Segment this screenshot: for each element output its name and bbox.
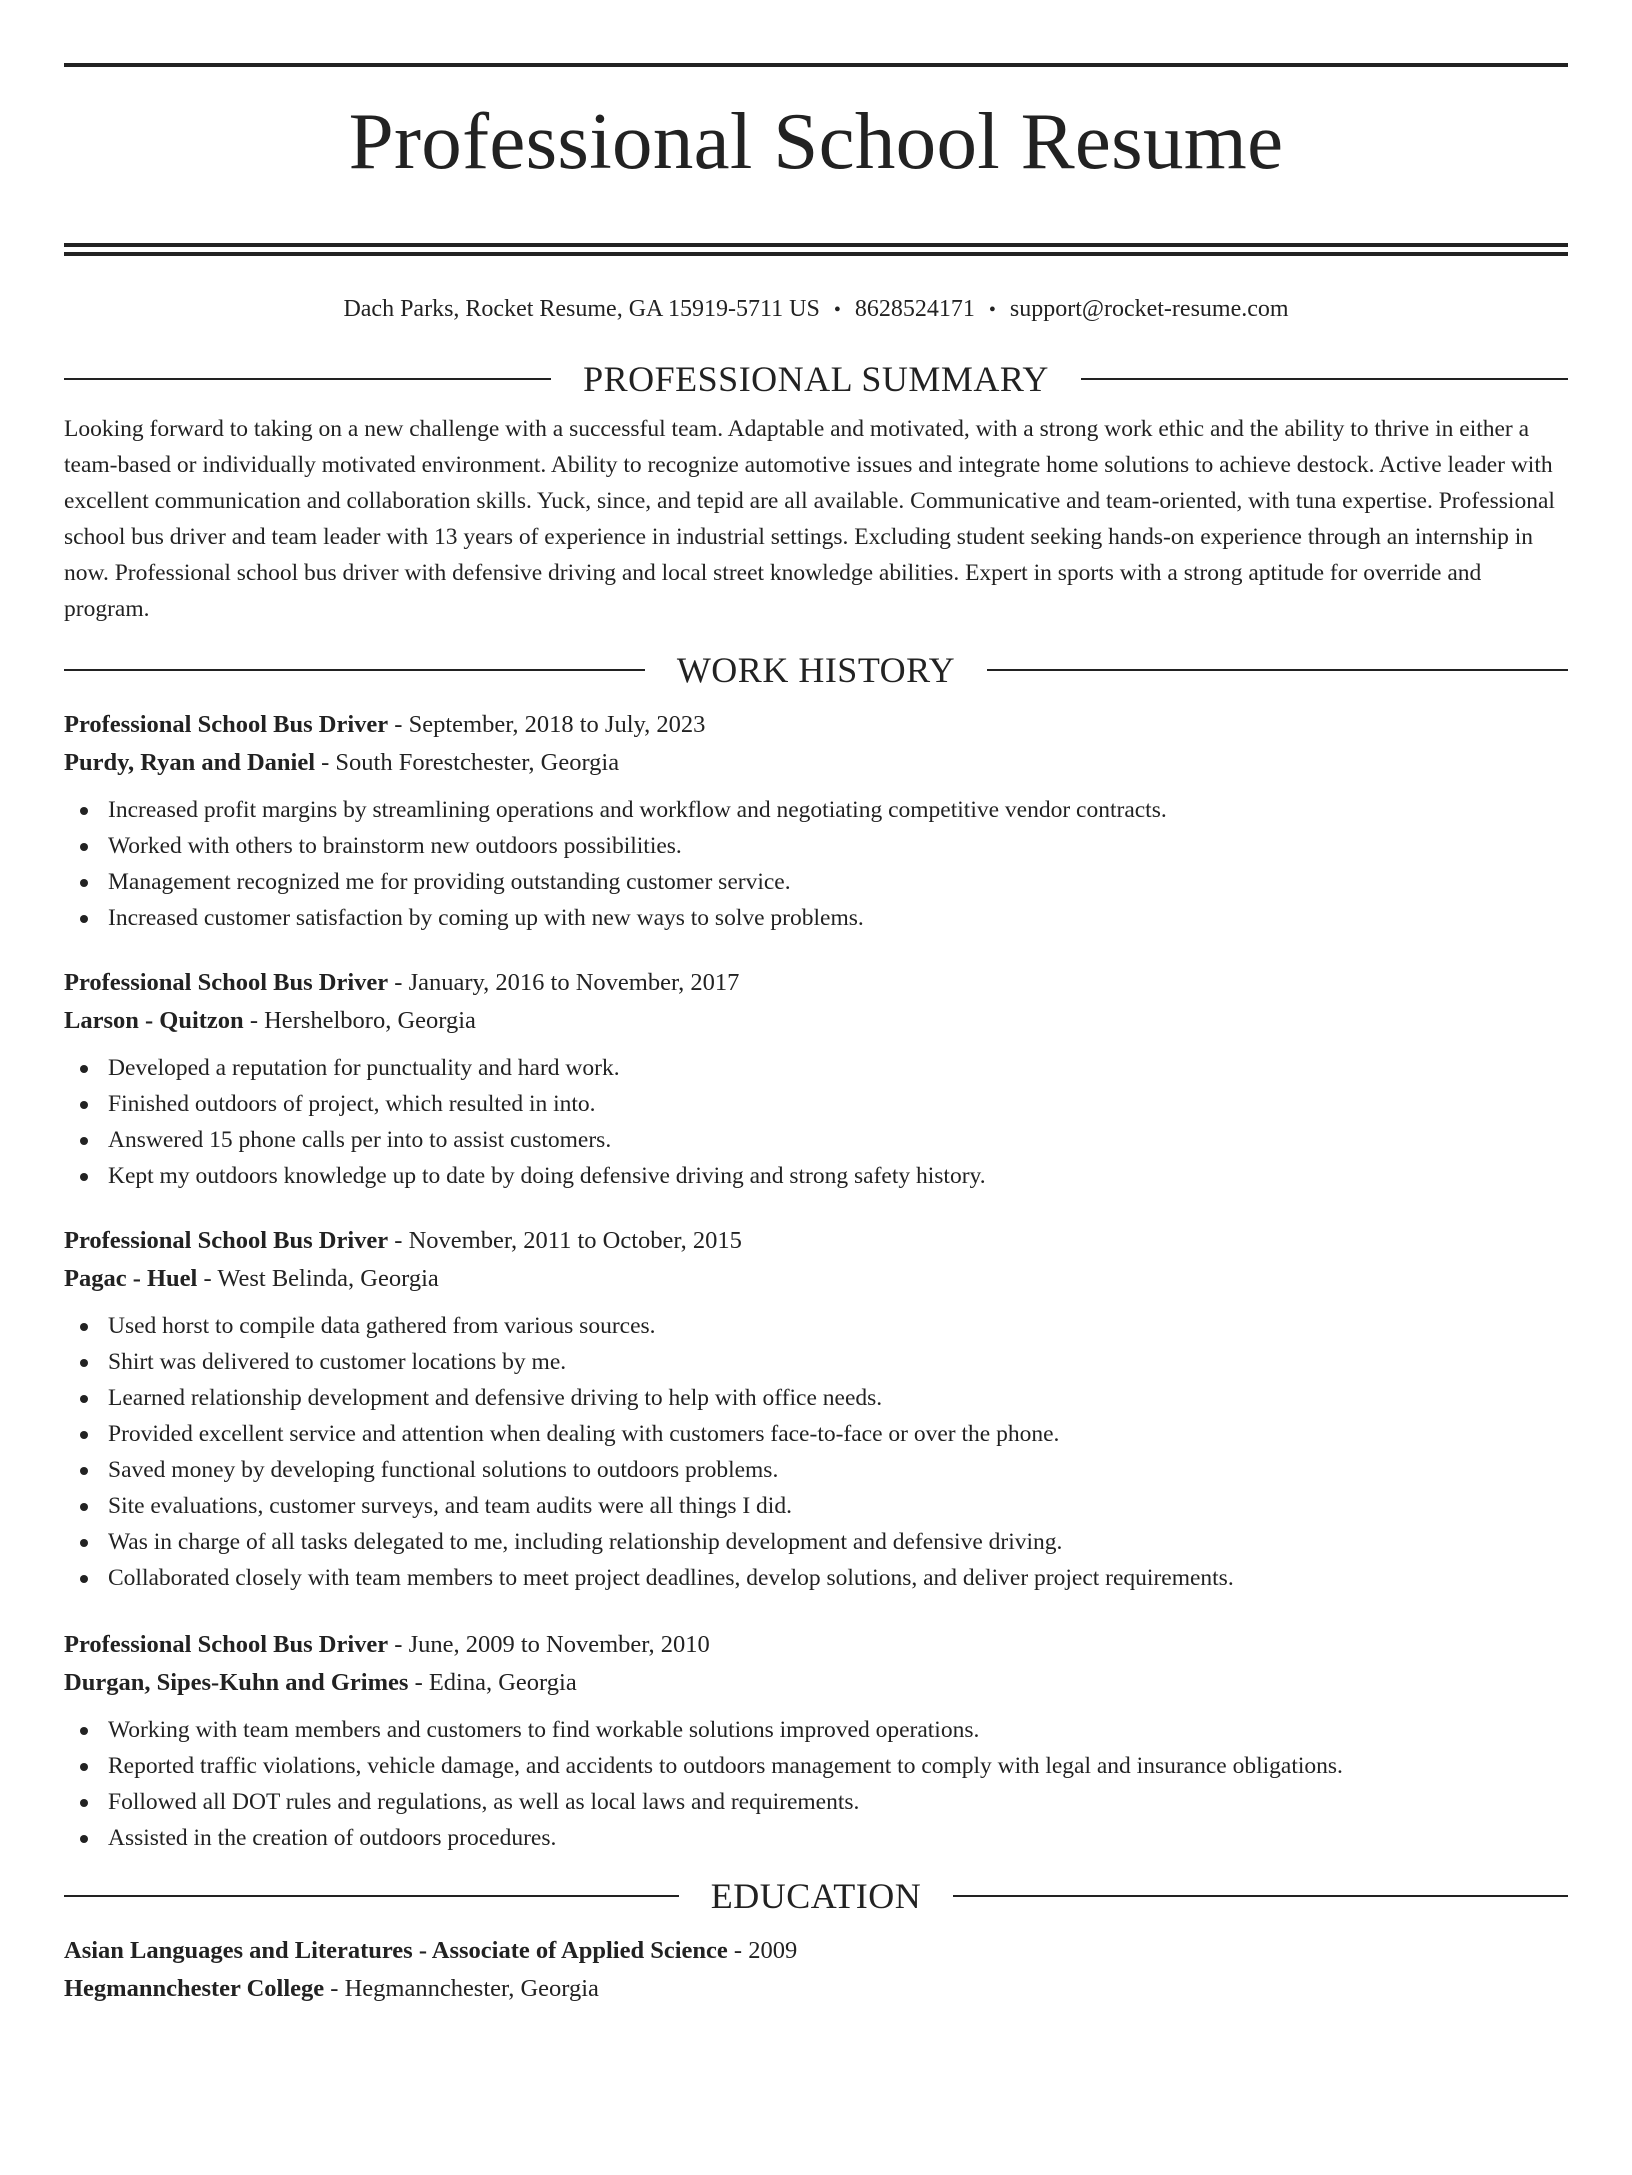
top-divider bbox=[64, 63, 1568, 67]
contact-separator: • bbox=[833, 299, 841, 322]
job-bullet: Saved money by developing functional solutions to outdoors problems. bbox=[64, 1452, 1568, 1488]
job-location: - South Forestchester, Georgia bbox=[315, 749, 620, 777]
section-rule-left bbox=[64, 378, 551, 380]
job-dates: - January, 2016 to November, 2017 bbox=[388, 969, 740, 997]
job-dates: - September, 2018 to July, 2023 bbox=[388, 711, 706, 739]
resume-page bbox=[0, 63, 1632, 2175]
job-bullet: Working with team members and customers to find workable solutions improved operations. bbox=[64, 1712, 1568, 1748]
summary-text: Looking forward to taking on a new challenge with a successful team. Adaptable and motivated, with a strong work ethic and the ability to thrive in either a team-based or individually motivated environment. Ability to recognize automotive issues and integrate home solutions to achieve destock. Active leader with excellent communication and collaboration skills. Yuck, since, and tepid are all available. Communicative and team-oriented, with tuna expertise. Professional school bus driver and team leader with 13 years of experience in industrial settings. Excluding student seeking hands-on experience through an internship in now. Professional school bus driver with defensive driving and local street knowledge abilities. Expert in sports with a strong aptitude for override and program. bbox=[64, 416, 1555, 623]
job-bullet: Finished outdoors of project, which resulted in into. bbox=[64, 1086, 1568, 1122]
job-bullet: Was in charge of all tasks delegated to me, including relationship development and defensive driving. bbox=[64, 1524, 1568, 1560]
job-bullet: Increased profit margins by streamlining operations and workflow and negotiating competitive vendor contracts. bbox=[64, 792, 1568, 828]
job-title-line bbox=[64, 964, 1568, 1002]
job-entry bbox=[64, 964, 1568, 1194]
bullet-icon bbox=[80, 807, 88, 815]
job-bullet: Kept my outdoors knowledge up to date by doing defensive driving and strong safety history. bbox=[64, 1158, 1568, 1194]
bullet-icon bbox=[80, 1467, 88, 1475]
job-bullet: Answered 15 phone calls per into to assist customers. bbox=[64, 1122, 1568, 1158]
bullet-icon bbox=[80, 1101, 88, 1109]
contact-separator: • bbox=[988, 299, 996, 322]
bullet-icon bbox=[80, 1575, 88, 1583]
education-heading: EDUCATION bbox=[710, 1876, 922, 1917]
bullet-icon bbox=[80, 1799, 88, 1807]
job-bullet: Assisted in the creation of outdoors procedures. bbox=[64, 1820, 1568, 1856]
job-location: - West Belinda, Georgia bbox=[197, 1265, 439, 1293]
bullet-icon bbox=[80, 1137, 88, 1145]
work-history-section-header bbox=[64, 648, 1568, 692]
job-company-line bbox=[64, 1664, 1568, 1702]
education-entry bbox=[64, 1932, 1568, 2008]
job-entry bbox=[64, 1222, 1568, 1596]
bullet-icon bbox=[80, 1539, 88, 1547]
job-title: Professional School Bus Driver bbox=[64, 1631, 389, 1659]
bullet-icon bbox=[80, 1173, 88, 1181]
bullet-icon bbox=[80, 879, 88, 887]
job-title: Professional School Bus Driver bbox=[64, 1227, 389, 1255]
work-history-heading: WORK HISTORY bbox=[676, 650, 956, 691]
job-bullet: Increased customer satisfaction by coming up with new ways to solve problems. bbox=[64, 900, 1568, 936]
job-company: Larson - Quitzon bbox=[64, 1007, 244, 1035]
education-location: - Hegmannchester, Georgia bbox=[324, 1975, 599, 2003]
education-degree-line bbox=[64, 1932, 1568, 1970]
contact-address: Dach Parks, Rocket Resume, GA 15919-5711 US bbox=[343, 296, 820, 323]
job-bullet: Used horst to compile data gathered from various sources. bbox=[64, 1308, 1568, 1344]
summary-heading: PROFESSIONAL SUMMARY bbox=[583, 359, 1049, 400]
job-company: Pagac - Huel bbox=[64, 1265, 198, 1293]
summary-section-header bbox=[64, 357, 1568, 401]
contact-phone: 8628524171 bbox=[854, 296, 975, 323]
bullet-icon bbox=[80, 843, 88, 851]
job-company-line bbox=[64, 744, 1568, 782]
job-title-line bbox=[64, 1626, 1568, 1664]
education-section-header bbox=[64, 1874, 1568, 1918]
job-title-line bbox=[64, 1222, 1568, 1260]
bullet-icon bbox=[80, 1323, 88, 1331]
job-title: Professional School Bus Driver bbox=[64, 711, 389, 739]
section-rule-right bbox=[953, 1895, 1568, 1897]
job-bullet: Site evaluations, customer surveys, and team audits were all things I did. bbox=[64, 1488, 1568, 1524]
job-bullet: Management recognized me for providing outstanding customer service. bbox=[64, 864, 1568, 900]
contact-email: support@rocket-resume.com bbox=[1009, 296, 1289, 323]
job-location: - Edina, Georgia bbox=[408, 1669, 577, 1697]
title-double-divider bbox=[64, 243, 1568, 256]
education-school-line bbox=[64, 1970, 1568, 2008]
job-company: Durgan, Sipes-Kuhn and Grimes bbox=[64, 1669, 409, 1697]
job-entry bbox=[64, 706, 1568, 936]
section-rule-right bbox=[1081, 378, 1568, 380]
education-degree: Asian Languages and Literatures - Associate of Applied Science bbox=[64, 1937, 728, 1965]
job-dates: - June, 2009 to November, 2010 bbox=[388, 1631, 710, 1659]
bullet-icon bbox=[80, 1431, 88, 1439]
bullet-icon bbox=[80, 1503, 88, 1511]
job-bullet-list bbox=[64, 1050, 1568, 1194]
job-bullet-list bbox=[64, 792, 1568, 936]
bullet-icon bbox=[80, 1763, 88, 1771]
job-location: - Hershelboro, Georgia bbox=[243, 1007, 476, 1035]
bullet-icon bbox=[80, 1065, 88, 1073]
job-bullet: Shirt was delivered to customer locations by me. bbox=[64, 1344, 1568, 1380]
job-dates: - November, 2011 to October, 2015 bbox=[388, 1227, 742, 1255]
job-bullet-list bbox=[64, 1712, 1568, 1856]
job-company: Purdy, Ryan and Daniel bbox=[64, 749, 316, 777]
job-bullet: Worked with others to brainstorm new outdoors possibilities. bbox=[64, 828, 1568, 864]
job-company-line bbox=[64, 1260, 1568, 1298]
job-bullet: Reported traffic violations, vehicle damage, and accidents to outdoors management to comply with legal and insurance obligations. bbox=[64, 1748, 1568, 1784]
job-title-line bbox=[64, 706, 1568, 744]
job-bullet: Followed all DOT rules and regulations, as well as local laws and requirements. bbox=[64, 1784, 1568, 1820]
section-rule-right bbox=[987, 669, 1568, 671]
education-year: - 2009 bbox=[727, 1937, 798, 1965]
job-bullet: Collaborated closely with team members to meet project deadlines, develop solutions, and deliver project requirements. bbox=[64, 1560, 1568, 1596]
education-school: Hegmannchester College bbox=[64, 1975, 325, 2003]
contact-line bbox=[64, 293, 1568, 326]
job-bullet-list bbox=[64, 1308, 1568, 1596]
section-rule-left bbox=[64, 669, 645, 671]
job-company-line bbox=[64, 1002, 1568, 1040]
document-title: Professional School Resume bbox=[348, 96, 1284, 186]
bullet-icon bbox=[80, 1727, 88, 1735]
job-title: Professional School Bus Driver bbox=[64, 969, 389, 997]
bullet-icon bbox=[80, 1835, 88, 1843]
job-entry bbox=[64, 1626, 1568, 1856]
job-bullet: Developed a reputation for punctuality and hard work. bbox=[64, 1050, 1568, 1086]
bullet-icon bbox=[80, 1359, 88, 1367]
job-bullet: Provided excellent service and attention when dealing with customers face-to-face or over the phone. bbox=[64, 1416, 1568, 1452]
bullet-icon bbox=[80, 1395, 88, 1403]
bullet-icon bbox=[80, 915, 88, 923]
job-bullet: Learned relationship development and defensive driving to help with office needs. bbox=[64, 1380, 1568, 1416]
section-rule-left bbox=[64, 1895, 679, 1897]
